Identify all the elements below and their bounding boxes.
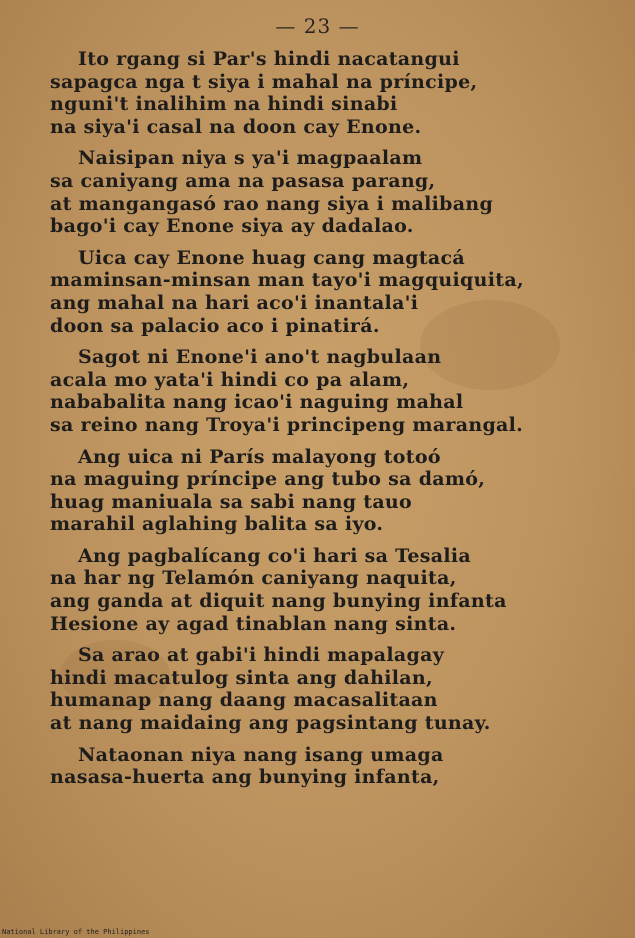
verse-line: maminsan-minsan man tayo'i magquiquita, (50, 269, 524, 292)
verse-line: Uica cay Enone huag cang magtacá (78, 246, 466, 269)
stanza (50, 744, 610, 789)
page-number: — 23 — (275, 14, 360, 38)
verse-line: Naisipan niya s ya'i magpaalam (78, 147, 423, 170)
verse-line: Ito rgang si Par's hindi nacatangui (78, 48, 460, 70)
verse-line: na maguing príncipe ang tubo sa damó, (50, 468, 486, 491)
verse-line: na siya'i casal na doon cay Enone. (50, 115, 422, 138)
verse-line: huag maniuala sa sabi nang tauo (50, 490, 413, 513)
verse-line: Sa arao at gabi'i hindi mapalagay (78, 644, 445, 667)
verse-line: humanap nang daang macasalitaan (50, 689, 438, 712)
verse-line: nababalita nang icao'i naguing mahal (50, 391, 464, 414)
verse-line: ang ganda at diquit nang bunying infanta (50, 590, 507, 613)
verse-line: ang mahal na hari aco'i inantala'i (50, 291, 419, 314)
stanza (50, 346, 610, 436)
verse-line: at mangangasó rao nang siya i malibang (50, 192, 494, 215)
stanza (50, 147, 610, 237)
verse-line: Nataonan niya nang isang umaga (78, 743, 444, 766)
verse-line: Ang uica ni París malayong totoó (78, 445, 441, 468)
verse-line: marahil aglahing balita sa iyo. (50, 513, 384, 536)
verse-line: hindi macatulog sinta ang dahilan, (50, 666, 433, 689)
stanza (50, 545, 610, 635)
stanza (50, 644, 610, 734)
verse-line: bago'i cay Enone siya ay dadalao. (50, 215, 414, 238)
verse-line: nguni't inalihim na hindi sinabi (50, 93, 398, 116)
library-credit: National Library of the Philippines (2, 928, 150, 936)
verse-line: sa caniyang ama na pasasa parang, (50, 169, 436, 192)
verse-line: Hesione ay agad tinablan nang sinta. (50, 612, 457, 635)
stanza (50, 48, 610, 138)
stanza (50, 247, 610, 337)
verse-line: sapagca nga t siya i mahal na príncipe, (50, 70, 478, 93)
verse-line: na har ng Telamón caniyang naquita, (50, 567, 457, 590)
verse-line: acala mo yata'i hindi co pa alam, (50, 368, 410, 391)
verse-line: Sagot ni Enone'i ano't nagbulaan (78, 346, 442, 369)
verse-line: doon sa palacio aco i pinatirá. (50, 314, 380, 337)
verse-line: nasasa-huerta ang bunying infanta, (50, 766, 440, 789)
verse-line: sa reino nang Troya'i principeng marangal. (50, 413, 524, 436)
poem-verses (50, 48, 610, 798)
verse-line: at nang maidaing ang pagsintang tunay. (50, 712, 491, 735)
verse-line: Ang pagbalícang co'i hari sa Tesalia (78, 544, 472, 567)
stanza (50, 446, 610, 536)
